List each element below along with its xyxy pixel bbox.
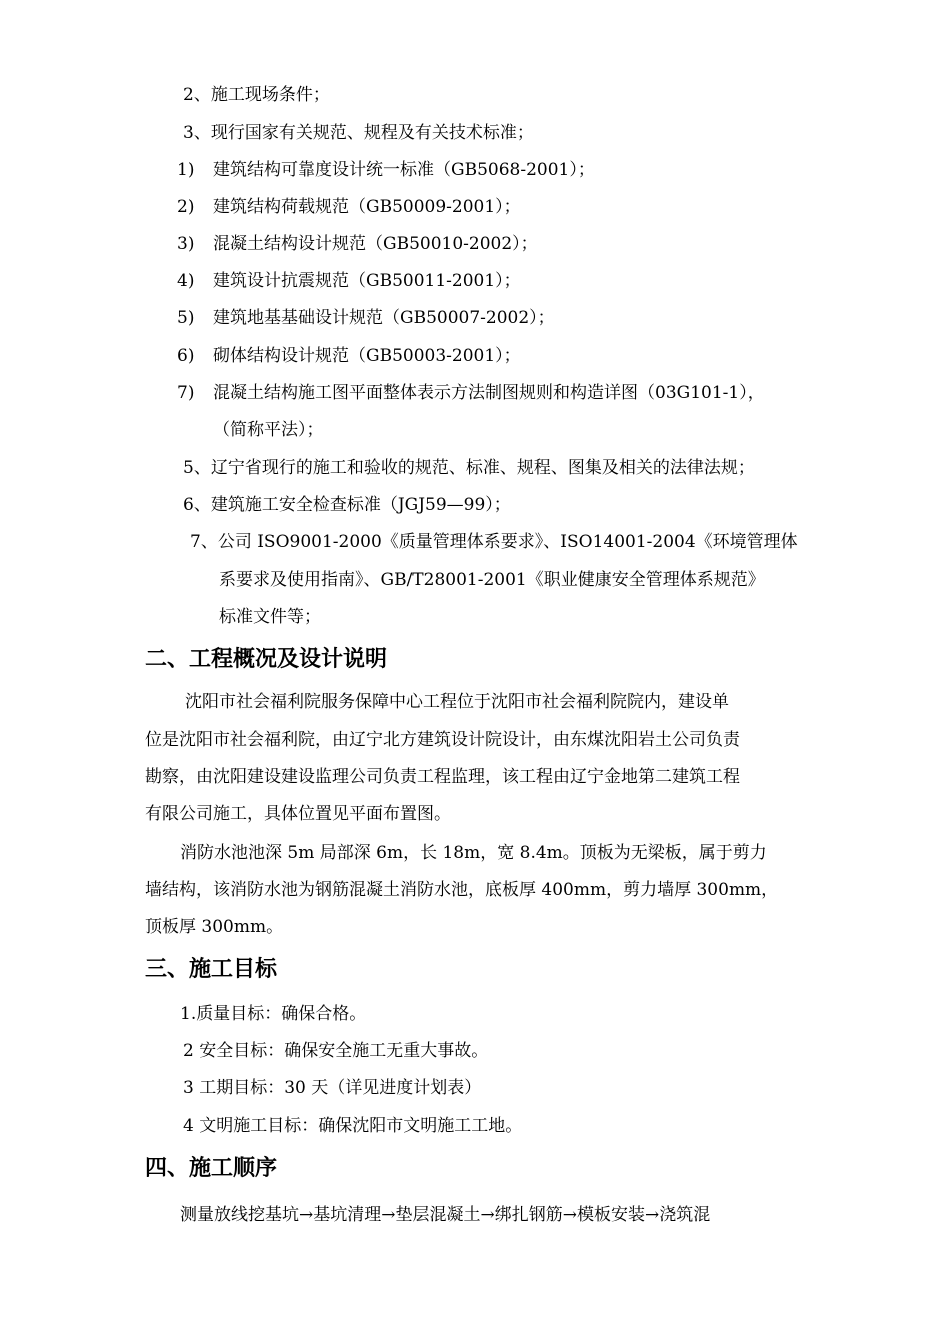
standard-text: 混凝土结构施工图平面整体表示方法制图规则和构造详图（03G101-1），	[213, 383, 765, 403]
list-item-iso-standards-cont1: 系要求及使用指南》、GB/T28001-2001《职业健康安全管理体系规范》	[219, 570, 765, 590]
standard-text: 建筑设计抗震规范（GB50011-2001）；	[213, 271, 521, 291]
standard-number: 3)	[177, 234, 195, 254]
standard-number: 4)	[177, 271, 195, 291]
standard-number: 1)	[177, 160, 195, 180]
paragraph-line: 消防水池池深 5m 局部深 6m，长 18m，宽 8.4m。顶板为无梁板，属于剪力	[180, 843, 767, 863]
sequence-text: 测量放线挖基坑→基坑清理→垫层混凝土→绑扎钢筋→模板安装→浇筑混	[180, 1205, 711, 1225]
goal-item: 2 安全目标：确保安全施工无重大事故。	[183, 1041, 489, 1061]
standard-number: 5)	[177, 308, 195, 328]
standard-text-continued: （简称平法）；	[213, 420, 324, 440]
paragraph-line: 有限公司施工，具体位置见平面布置图。	[145, 804, 451, 824]
list-item-iso-standards: 7、公司 ISO9001-2000《质量管理体系要求》、ISO14001-2004《环境管理体	[190, 532, 798, 552]
goal-item: 4 文明施工目标：确保沈阳市文明施工工地。	[183, 1116, 523, 1136]
paragraph-line: 位是沈阳市社会福利院，由辽宁北方建筑设计院设计，由东煤沈阳岩土公司负责	[145, 730, 740, 750]
paragraph-line: 顶板厚 300mm。	[145, 917, 284, 937]
list-item-site-conditions: 2、施工现场条件；	[183, 85, 330, 105]
list-item-national-standards: 3、现行国家有关规范、规程及有关技术标准；	[183, 123, 534, 143]
section-heading-goals: 三、施工目标	[145, 957, 278, 982]
standard-text: 砌体结构设计规范（GB50003-2001）；	[213, 346, 521, 366]
standard-text: 建筑地基基础设计规范（GB50007-2002）；	[213, 308, 555, 328]
goal-item: 3 工期目标：30 天（详见进度计划表）	[183, 1078, 482, 1098]
list-item-liaoning-regulations: 5、辽宁省现行的施工和验收的规范、标准、规程、图集及相关的法律法规；	[183, 458, 755, 478]
standard-number: 7)	[177, 383, 195, 403]
standard-text: 建筑结构可靠度设计统一标准（GB5068-2001）；	[213, 160, 595, 180]
list-item-safety-standard: 6、建筑施工安全检查标准（JGJ59—99）；	[183, 495, 511, 515]
list-item-iso-standards-cont2: 标准文件等；	[219, 607, 321, 627]
paragraph-line: 墙结构，该消防水池为钢筋混凝土消防水池，底板厚 400mm，剪力墙厚 300mm，	[145, 880, 779, 900]
standard-text: 建筑结构荷载规范（GB50009-2001）；	[213, 197, 521, 217]
standard-number: 6)	[177, 346, 195, 366]
paragraph-line: 勘察，由沈阳建设建设监理公司负责工程监理，该工程由辽宁金地第二建筑工程	[145, 767, 740, 787]
section-heading-overview: 二、工程概况及设计说明	[145, 647, 388, 672]
paragraph-line: 沈阳市社会福利院服务保障中心工程位于沈阳市社会福利院院内，建设单	[185, 692, 729, 712]
goal-item: 1.质量目标：确保合格。	[180, 1004, 367, 1024]
section-heading-sequence: 四、施工顺序	[145, 1156, 278, 1181]
standard-number: 2)	[177, 197, 195, 217]
standard-text: 混凝土结构设计规范（GB50010-2002）；	[213, 234, 538, 254]
